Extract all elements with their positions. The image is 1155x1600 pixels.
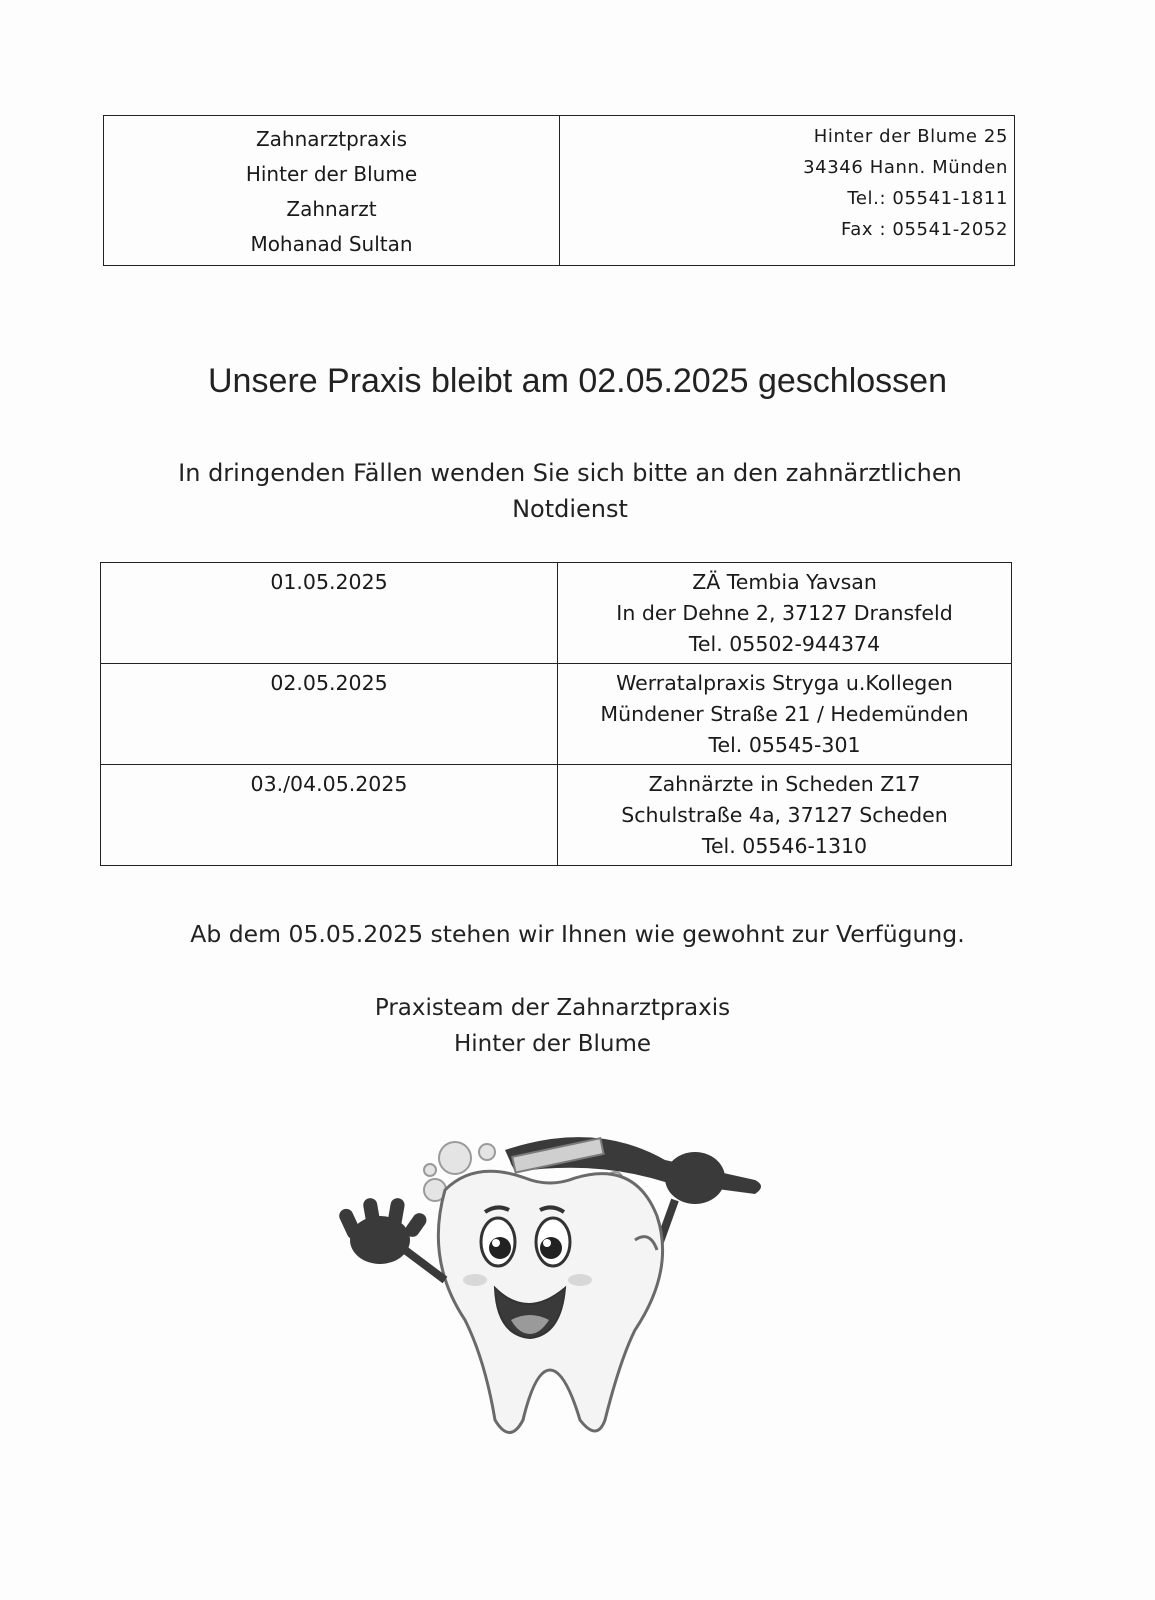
- contact-name: Werratalpraxis Stryga u.Kollegen: [616, 671, 953, 695]
- emergency-date: 01.05.2025: [101, 563, 558, 664]
- contact-address: Schulstraße 4a, 37127 Scheden: [621, 803, 948, 827]
- table-row: [101, 765, 1012, 866]
- tooth-mascot-icon: [335, 1120, 775, 1450]
- contact-address: Mündener Straße 21 / Hedemünden: [600, 702, 969, 726]
- practice-line: Hinter der Blume: [245, 162, 418, 186]
- closure-headline: Unsere Praxis bleibt am 02.05.2025 geschlossen: [208, 362, 947, 400]
- table-row: [101, 664, 1012, 765]
- emergency-date: 02.05.2025: [101, 664, 558, 765]
- practice-address-cell: [560, 116, 1014, 265]
- practice-name-cell: [104, 116, 560, 265]
- address-line: 34346 Hann. Münden: [803, 157, 1008, 178]
- contact-phone: Tel. 05546-1310: [701, 834, 868, 858]
- emergency-table: [100, 562, 1012, 866]
- practice-line: Mohanad Sultan: [250, 232, 413, 256]
- practice-line: Zahnarztpraxis: [255, 127, 408, 151]
- contact-phone: Tel. 05502-944374: [688, 632, 881, 656]
- signoff: [0, 990, 1105, 1062]
- practice-header: [103, 115, 1015, 266]
- emergency-intro-line: Notdienst: [512, 495, 628, 523]
- table-row: [101, 563, 1012, 664]
- contact-address: In der Dehne 2, 37127 Dransfeld: [616, 601, 953, 625]
- emergency-contact: [558, 563, 1012, 664]
- fax-line: Fax : 05541-2052: [840, 219, 1008, 240]
- emergency-intro: [130, 455, 1010, 527]
- contact-phone: Tel. 05545-301: [708, 733, 861, 757]
- contact-name: Zahnärzte in Scheden Z17: [648, 772, 921, 796]
- emergency-contact: [558, 765, 1012, 866]
- address-line: Hinter der Blume 25: [813, 126, 1008, 147]
- contact-name: ZÄ Tembia Yavsan: [692, 570, 877, 594]
- phone-line: Tel.: 05541-1811: [847, 188, 1008, 209]
- emergency-contact: [558, 664, 1012, 765]
- signoff-line: Hinter der Blume: [453, 1031, 652, 1057]
- emergency-intro-line: In dringenden Fällen wenden Sie sich bitte an den zahnärztlichen: [178, 459, 962, 487]
- signoff-line: Praxisteam der Zahnarztpraxis: [374, 995, 731, 1021]
- practice-line: Zahnarzt: [286, 197, 377, 221]
- emergency-date: 03./04.05.2025: [101, 765, 558, 866]
- reopening-note: Ab dem 05.05.2025 stehen wir Ihnen wie gewohnt zur Verfügung.: [190, 920, 965, 948]
